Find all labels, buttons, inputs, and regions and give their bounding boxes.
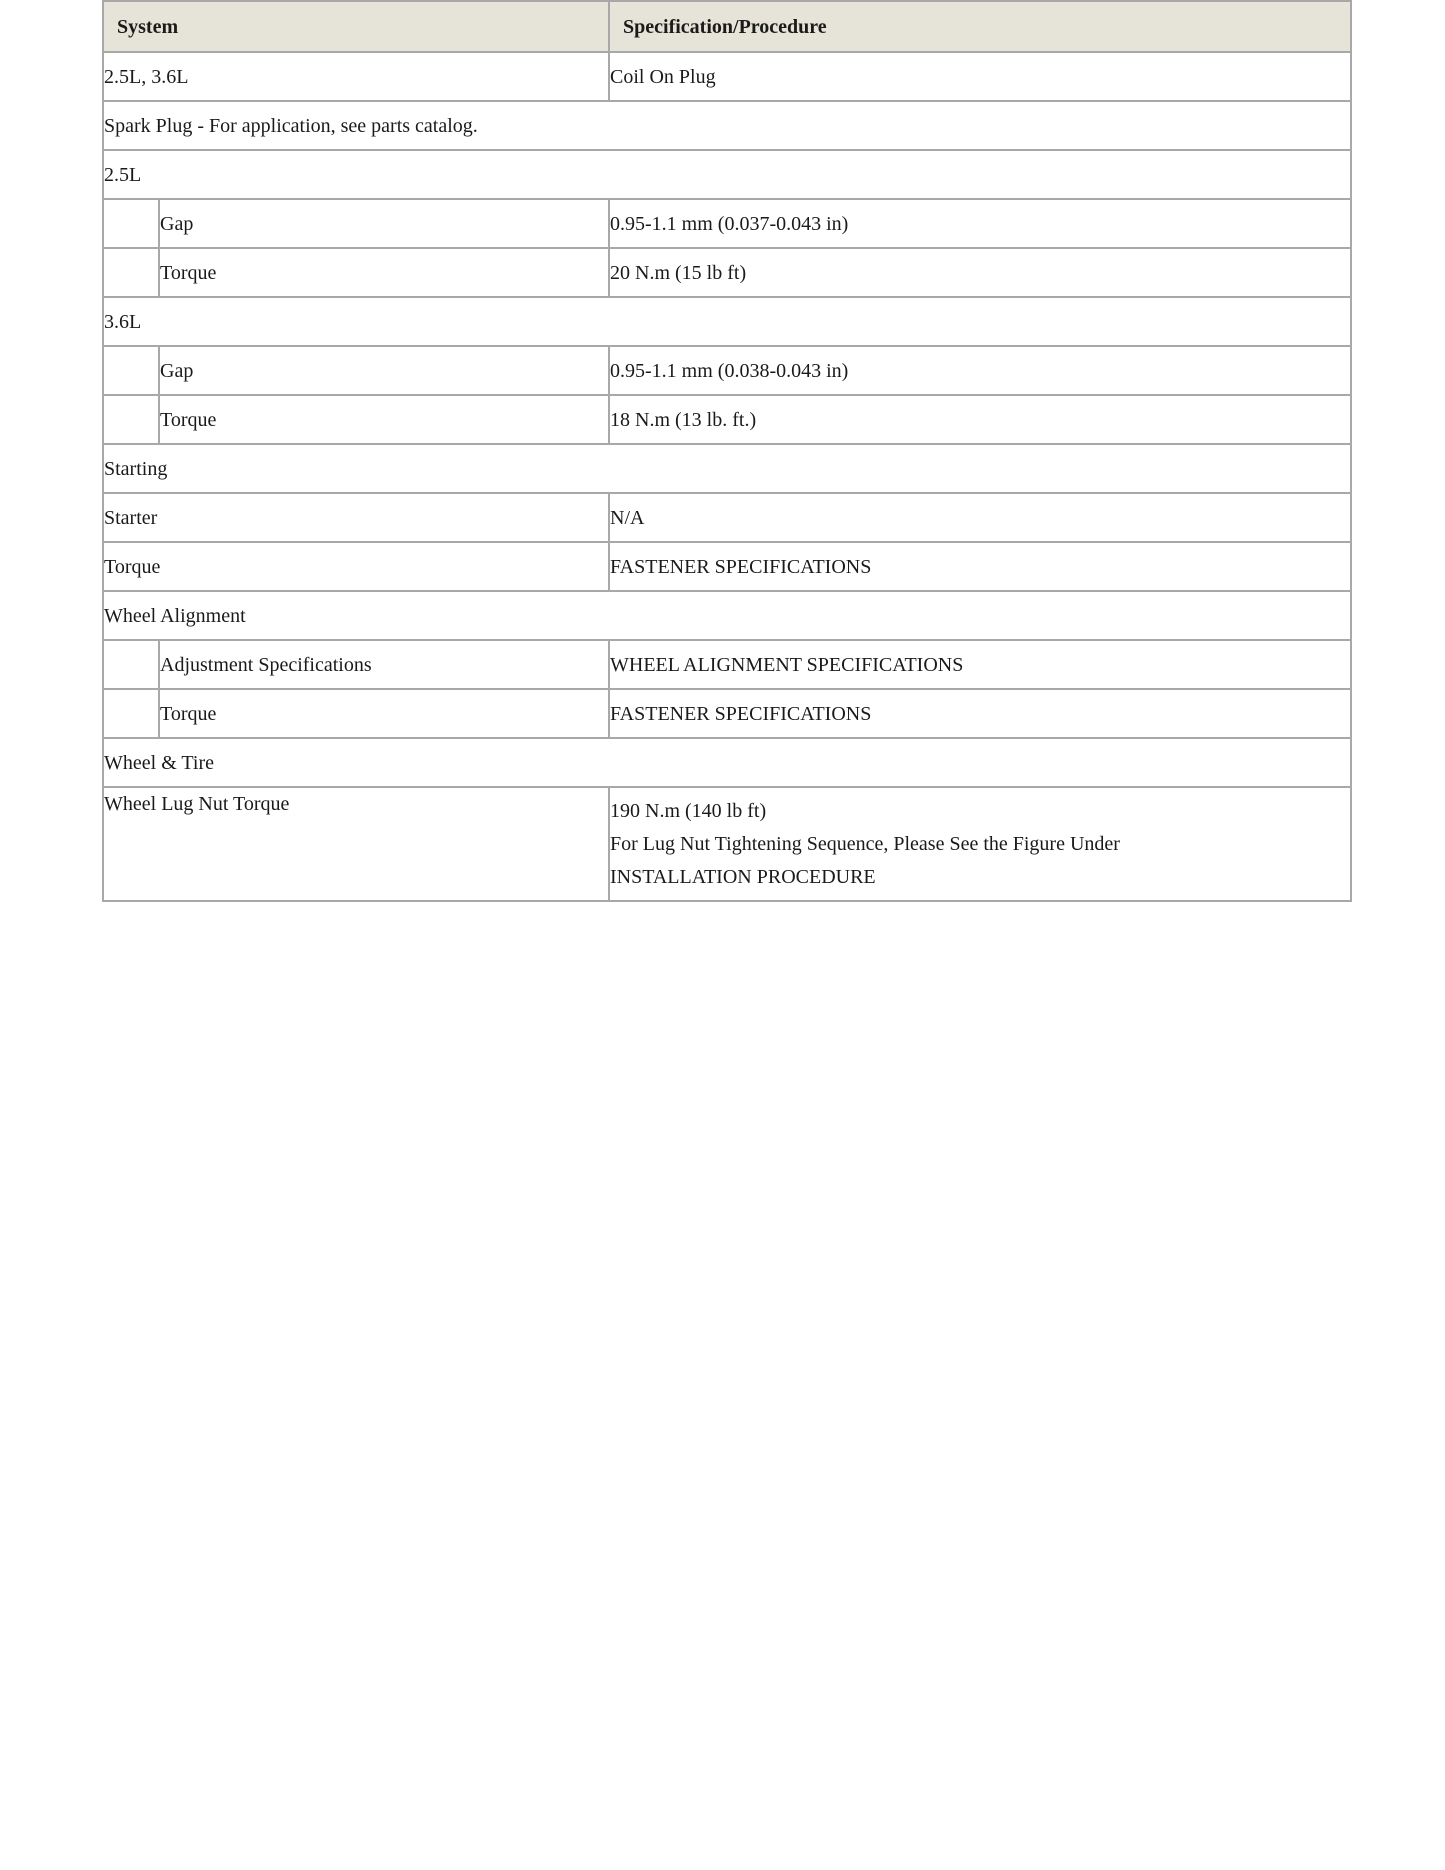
section-spark-plug: Spark Plug - For application, see parts catalog. [103,101,1351,150]
table-row [103,640,1351,689]
ignition-type: Coil On Plug [609,52,1351,101]
specifications-table [102,0,1352,902]
table-row [103,444,1351,493]
lug-nut-sequence-text: For Lug Nut Tightening Sequence, Please See the Figure Under [610,832,1120,855]
table-row [103,738,1351,787]
lug-nut-value [609,787,1351,901]
subsection-2-5l: 2.5L [103,150,1351,199]
subsection-3-6l: 3.6L [103,297,1351,346]
table-row [103,689,1351,738]
lug-nut-torque-text: 190 N.m (140 lb ft) [610,799,767,822]
alignment-torque-label: Torque [159,689,609,738]
gap-value: 0.95-1.1 mm (0.037-0.043 in) [609,199,1351,248]
section-starting: Starting [103,444,1351,493]
indent-cell [103,640,159,689]
indent-cell [103,199,159,248]
torque-label: Torque [159,395,609,444]
table-row [103,52,1351,101]
starting-torque-value: FASTENER SPECIFICATIONS [609,542,1351,591]
table-row [103,542,1351,591]
table-row [103,395,1351,444]
gap-label: Gap [159,346,609,395]
table-row [103,493,1351,542]
torque-value: 20 N.m (15 lb ft) [609,248,1351,297]
header-specification: Specification/Procedure [609,1,1351,52]
table-row [103,787,1351,901]
alignment-torque-value: FASTENER SPECIFICATIONS [609,689,1351,738]
indent-cell [103,248,159,297]
table-header-row [103,1,1351,52]
table-row [103,150,1351,199]
gap-value: 0.95-1.1 mm (0.038-0.043 in) [609,346,1351,395]
table-row [103,346,1351,395]
starter-value: N/A [609,493,1351,542]
indent-cell [103,689,159,738]
lug-nut-label-text: Wheel Lug Nut Torque [104,793,290,815]
indent-cell [103,346,159,395]
table-row [103,199,1351,248]
table-row [103,101,1351,150]
indent-cell [103,395,159,444]
starter-label: Starter [103,493,609,542]
lug-nut-label [103,787,609,901]
torque-label: Torque [159,248,609,297]
ignition-engines: 2.5L, 3.6L [103,52,609,101]
table-row [103,248,1351,297]
table-row [103,591,1351,640]
section-wheel-tire: Wheel & Tire [103,738,1351,787]
torque-value: 18 N.m (13 lb. ft.) [609,395,1351,444]
adjustment-value: WHEEL ALIGNMENT SPECIFICATIONS [609,640,1351,689]
gap-label: Gap [159,199,609,248]
adjustment-label: Adjustment Specifications [159,640,609,689]
header-system: System [103,1,609,52]
section-wheel-alignment: Wheel Alignment [103,591,1351,640]
starting-torque-label: Torque [103,542,609,591]
lug-nut-procedure-text: INSTALLATION PROCEDURE [610,865,876,888]
table-row [103,297,1351,346]
